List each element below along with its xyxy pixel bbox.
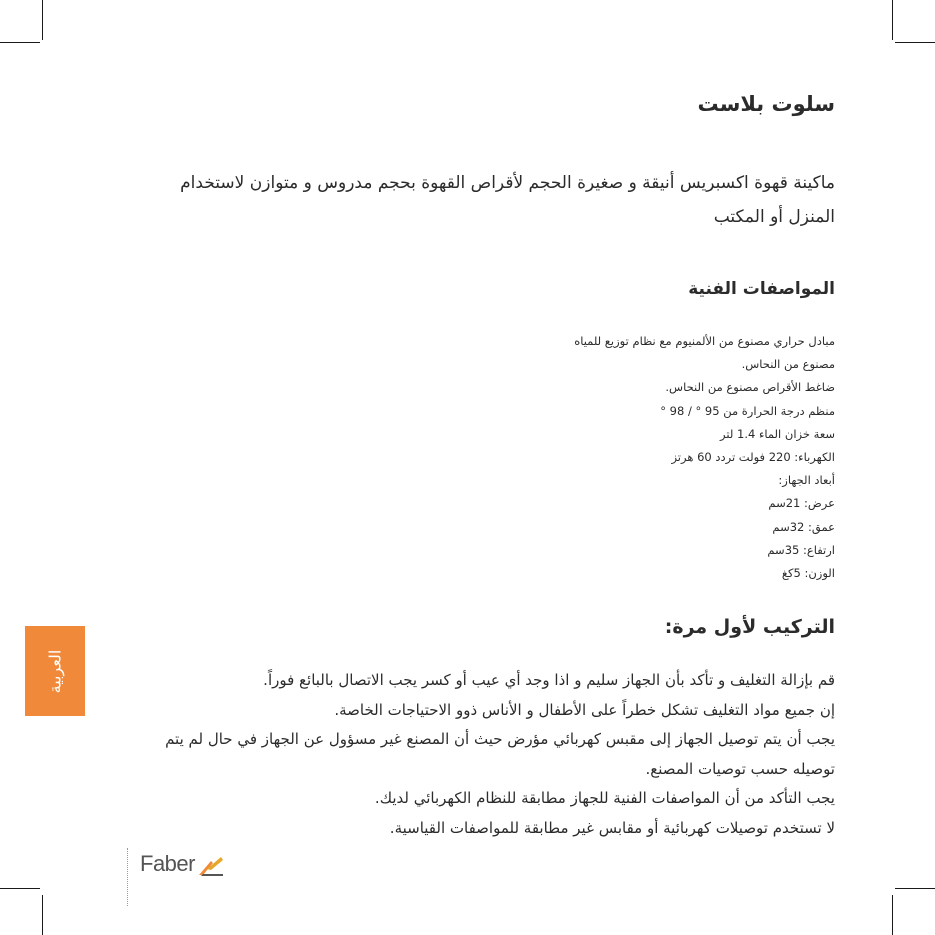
spec-item: ضاغط الأقراص مصنوع من النحاس. <box>665 380 835 395</box>
spec-item: مصنوع من النحاس. <box>741 357 835 372</box>
specs-heading: المواصفات الفنية <box>688 279 835 299</box>
crop-mark <box>0 42 40 43</box>
language-tab-label: العربية <box>45 649 65 693</box>
spec-item: أبعاد الجهاز: <box>778 473 835 488</box>
specs-list <box>574 330 835 585</box>
brand-name: Faber <box>140 851 195 876</box>
crop-mark <box>895 42 935 43</box>
install-instructions <box>135 666 835 843</box>
spec-item: عمق: 32سم <box>772 519 835 534</box>
crop-mark <box>892 895 893 935</box>
faber-arrows-icon <box>197 855 225 877</box>
spec-item: مبادل حراري مصنوع من الألمنيوم مع نظام توزيع للمياه <box>574 334 835 348</box>
spec-item: الوزن: 5كغ <box>781 566 835 581</box>
install-item: لا تستخدم توصيلات كهربائية أو مقابس غير مطابقة للمواصفات القياسية. <box>389 818 835 837</box>
spec-item: منظم درجة الحرارة من 95 ° / 98 ° <box>660 403 835 418</box>
crop-mark <box>42 895 43 935</box>
spec-item: ارتفاع: 35سم <box>767 542 835 557</box>
product-title: سلوت بلاست <box>697 92 835 116</box>
install-item: قم بإزالة التغليف و تأكد بأن الجهاز سليم و اذا وجد أي عيب أو كسر يجب الاتصال بالبائع فوراً. <box>263 671 835 689</box>
product-intro: ماكينة قهوة اكسبريس أنيقة و صغيرة الحجم لأقراص القهوة بحجم مدروس و متوازن لاستخدام المنزل أو المكتب <box>180 173 835 227</box>
brand-logo <box>140 851 225 877</box>
spec-item: الكهرباء: 220 فولت تردد 60 هرتز <box>671 450 835 465</box>
spec-item: عرض: 21سم <box>768 496 835 511</box>
crop-mark <box>0 888 40 889</box>
install-item: يجب التأكد من أن المواصفات الفنية للجهاز مطابقة للنظام الكهربائي لديك. <box>374 789 835 807</box>
footer-divider <box>127 848 128 906</box>
install-heading: التركيب لأول مرة: <box>664 616 835 638</box>
crop-mark <box>892 0 893 40</box>
crop-mark <box>895 888 935 889</box>
install-item: إن جميع مواد التغليف تشكل خطراً على الأطفال و الأناس ذوو الاحتياجات الخاصة. <box>334 700 835 719</box>
crop-mark <box>42 0 43 40</box>
language-tab <box>25 626 85 716</box>
spec-item: سعة خزان الماء 1.4 لتر <box>720 426 835 441</box>
install-item: يجب أن يتم توصيل الجهاز إلى مقبس كهربائي مؤرض حيث أن المصنع غير مسؤول عن الجهاز في حال لم يتم توصيله حسب توصيات المصنع. <box>165 730 835 778</box>
